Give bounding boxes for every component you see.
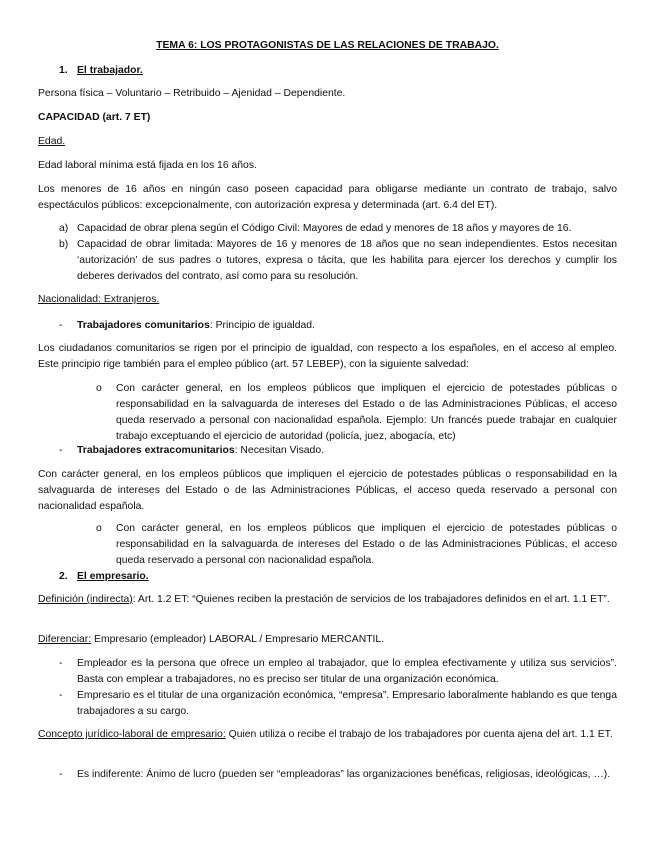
sub-bullet-1: Con carácter general, en los empleos públicos que impliquen el ejercicio de potestades públicas o responsabilidad en la salvaguarda de intereses del Estado o de las Administraciones Públicas, el acceso queda reservado a personal con nacionalidad española. Ejemplo: Un francés puede trabajar en cualquier trabajo exceptuando el ejercicio de autoridad (policía, juez, abogacía, etc)	[116, 383, 617, 442]
capacity-heading: CAPACIDAD (art. 7 ET)	[38, 112, 151, 123]
dash-marker: -	[59, 658, 63, 669]
non-eu-workers-label: Trabajadores extracomunitarios	[77, 445, 235, 456]
list-marker-b: b)	[59, 239, 69, 250]
dash-marker: -	[59, 320, 63, 331]
worker-traits: Persona física – Voluntario – Retribuido – Ajenidad – Dependiente.	[38, 88, 346, 99]
eu-workers-paragraph: Los ciudadanos comunitarios se rigen por el principio de igualdad, con respecto a los españoles, en el acceso al empleo. Este principio rige también para el empleo público (art. 57 LEBEP), con la siguiente salvedad:	[38, 343, 617, 370]
nationality-heading: Nacionalidad: Extranjeros.	[38, 294, 160, 305]
list-marker-a: a)	[59, 223, 69, 234]
non-eu-workers-text: : Necesitan Visado.	[234, 445, 324, 456]
eu-workers-item	[77, 318, 315, 334]
sub-bullet-2: Con carácter general, en los empleos públicos que impliquen el ejercicio de potestades públicas o responsabilidad en la salvaguarda de intereses del Estado o de las Administraciones Públicas, el acceso queda reservado a personal con nacionalidad española.	[116, 523, 617, 566]
non-eu-workers-item	[77, 443, 324, 459]
section-2-number: 2.	[59, 571, 68, 582]
concept-paragraph	[38, 727, 617, 743]
dash-marker: -	[59, 690, 63, 701]
dash-marker: -	[59, 445, 63, 456]
list-item-b: Capacidad de obrar limitada: Mayores de 16 y menores de 18 años que no sean independientes. Estos necesitan ‘autorización’ de sus padres o tutores, expresa o tácita, que les habilita para ejercer los derechos y cumplir los deberes derivados del contrato, así como para su resolución.	[77, 239, 617, 282]
age-heading: Edad.	[38, 136, 66, 147]
list-item-a: Capacidad de obrar plena según el Código Civil: Mayores de edad y menores de 18 años y mayores de 16.	[77, 223, 572, 234]
differentiate-label: Diferenciar:	[38, 634, 92, 645]
businessman-bullet: Empresario es el titular de una organización económica, “empresa”. Empresario laboralmente hablando es que tenga trabajadores a su cargo.	[77, 690, 617, 717]
section-1-heading: El trabajador.	[77, 65, 143, 76]
employer-bullet: Empleador es la persona que ofrece un empleo al trabajador, que lo emplea efectivamente y utiliza sus servicios”. Basta con emplear a trabajadores, no es preciso ser titular de una organización económica.	[77, 658, 617, 685]
concept-label: Concepto jurídico-laboral de empresario:	[38, 729, 226, 740]
definition-label: Definición (indirecta)	[38, 594, 133, 605]
concept-text: Quien utiliza o recibe el trabajo de los trabajadores por cuenta ajena del art. 1.1 ET.	[225, 729, 613, 740]
differentiate-paragraph	[38, 632, 384, 648]
dash-marker: -	[59, 769, 63, 780]
sub-bullet-marker: o	[96, 523, 102, 534]
definition-text: : Art. 1.2 ET: “Quienes reciben la prestación de servicios de los trabajadores definidos en el art. 1.1 ET”.	[132, 594, 610, 605]
eu-workers-text: : Principio de igualdad.	[209, 320, 315, 331]
age-paragraph-1: Edad laboral mínima está fijada en los 16 años.	[38, 160, 257, 171]
non-eu-workers-paragraph: Con carácter general, en los empleos públicos que impliquen el ejercicio de potestades públicas o responsabilidad en la salvaguarda de intereses del Estado o de las Administraciones Públicas, el acceso queda reservado a personal con nacionalidad española.	[38, 469, 617, 512]
indifferent-bullet: Es indiferente: Ánimo de lucro (pueden ser “empleadoras” las organizaciones benéficas, religiosas, ideológicas, …).	[77, 769, 611, 780]
differentiate-text: Empresario (empleador) LABORAL / Empresario MERCANTIL.	[91, 634, 385, 645]
definition-paragraph	[38, 592, 617, 608]
eu-workers-label: Trabajadores comunitarios	[77, 320, 210, 331]
sub-bullet-marker: o	[96, 383, 102, 394]
age-paragraph-2: Los menores de 16 años en ningún caso poseen capacidad para obligarse mediante un contrato de trabajo, salvo espectáculos públicos: excepcionalmente, con autorización expresa y determinada (art. 6.4 del ET).	[38, 184, 617, 211]
section-1-number: 1.	[59, 65, 68, 76]
section-2-heading: El empresario.	[77, 571, 149, 582]
document-title: TEMA 6: LOS PROTAGONISTAS DE LAS RELACIONES DE TRABAJO.	[156, 40, 499, 51]
